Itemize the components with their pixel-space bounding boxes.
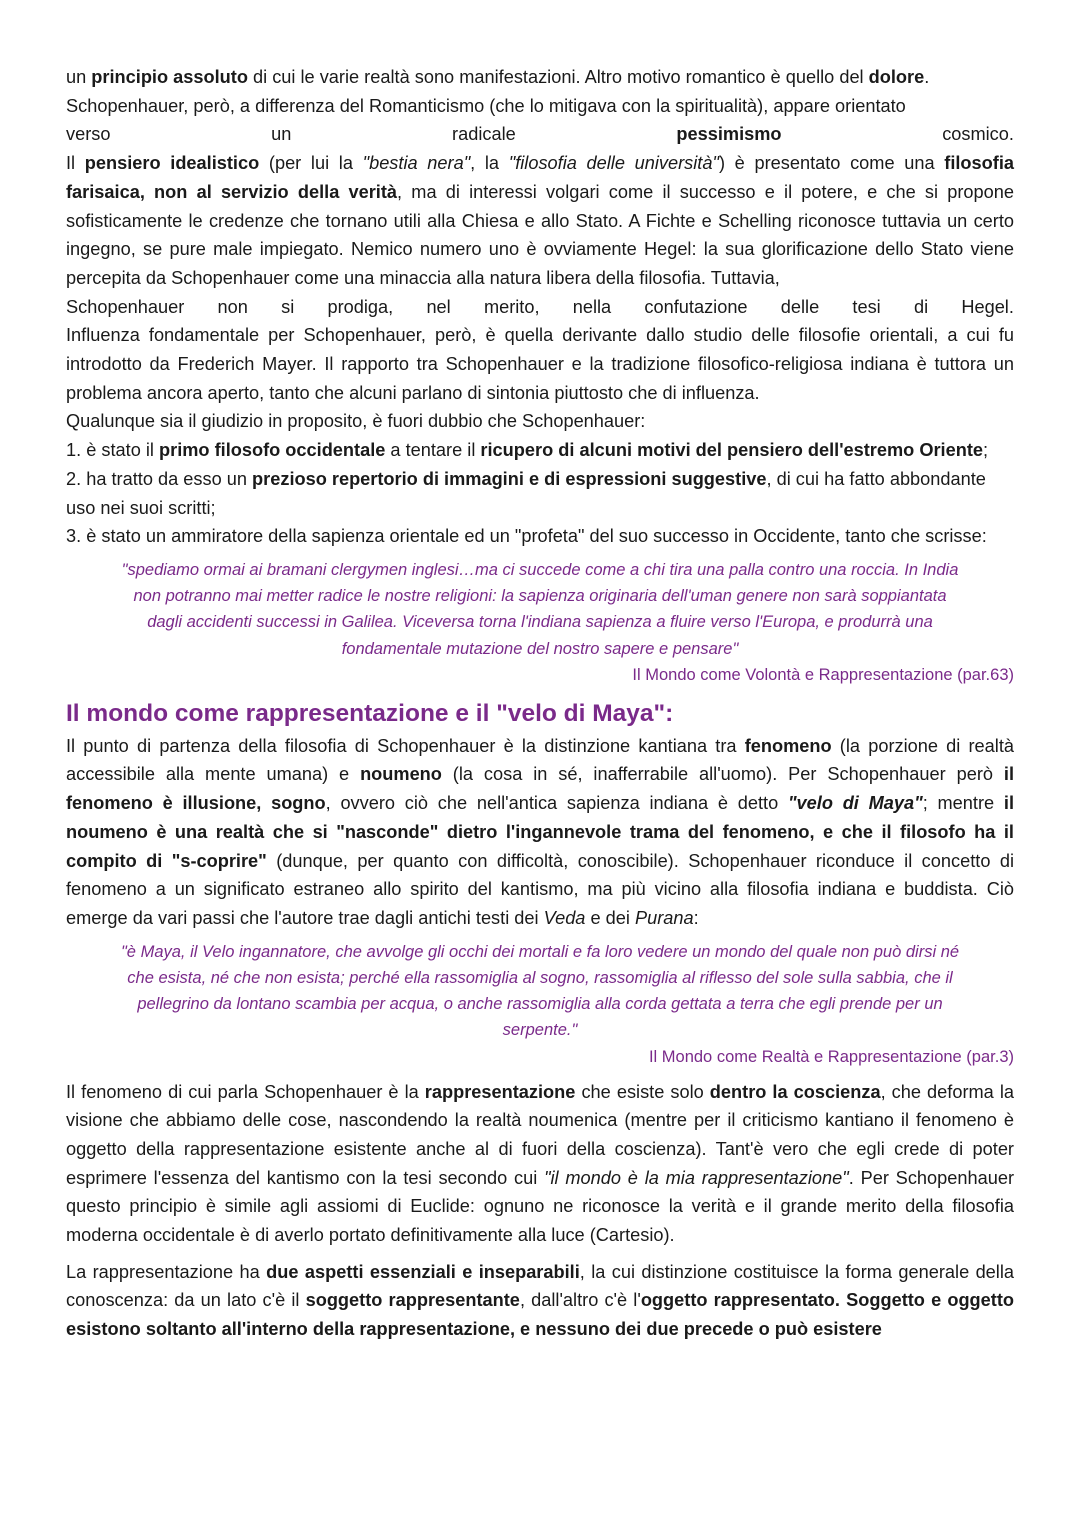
word: nella [572, 296, 612, 317]
bold-italic-text: "velo di Maya" [787, 793, 923, 814]
quote-maya [76, 939, 1004, 1044]
paragraph-subject-object [66, 1258, 1014, 1344]
quote-citation: Il Mondo come Volontà e Rappresentazione (par.63) [632, 665, 1014, 684]
paragraph-phenomenon [66, 732, 1014, 933]
bold-text: due aspetti essenziali e inseparabili [266, 1261, 580, 1282]
text: e dei [585, 907, 635, 928]
text: a tentare il [385, 440, 481, 461]
text: La rappresentazione ha [66, 1261, 267, 1282]
text: , ma di interessi volgari come il successo e il potere, e che si propone sofisticamente le credenze che tornano utili alla Chiesa e allo Stato. A Fichte e Schelling riconosce tuttavia un certo ingegno, se pure male impiegato. Nemico numero uno è ovviamente Hegel: la sua glorificazione dello Stato viene percepita da Schopenhauer come una minaccia alla natura libera della filosofia. Tuttavia, [66, 181, 1015, 288]
word: si [281, 296, 295, 317]
quote-line: che esista, né che non esista; perché ella rassomiglia al sogno, rassomiglia al riflesso del sole sulla sabbia, che il [127, 968, 953, 987]
word: tesi [852, 296, 881, 317]
paragraph-oriental-influence [66, 321, 1014, 407]
text: ; mentre [922, 793, 1004, 814]
text: Il punto di partenza della filosofia di Schopenhauer è la distinzione kantiana tra [66, 735, 745, 756]
word: radicale [452, 124, 516, 145]
list-intro: Qualunque sia il giudizio in proposito, è fuori dubbio che Schopenhauer: [66, 411, 646, 432]
text: : [693, 907, 699, 928]
quote-bramani [76, 557, 1004, 662]
italic-text: "filosofia delle università" [508, 153, 719, 174]
bold-text: ricupero di alcuni motivi del pensiero dell'estremo Oriente [480, 440, 984, 461]
text: un [66, 67, 92, 87]
word: cosmico. [942, 124, 1014, 145]
list-item-2 [66, 465, 1014, 522]
word: Hegel. [961, 296, 1014, 317]
text: , che deforma la visione che abbiamo delle cose, nascondendo la realtà noumenica (mentre per il criticismo kantiano il fenomeno è oggetto della rappresentazione esistente anche al di fuori della coscienza). Tant'è vero che egli crede di poter esprimere l'essenza del kantismo con la tesi secondo cui [66, 1081, 1014, 1188]
bold-text: dentro la coscienza [709, 1081, 881, 1102]
word: verso [66, 124, 111, 145]
bold-text: pensiero idealistico [84, 153, 260, 174]
italic-text: "bestia nera" [362, 153, 471, 174]
text: (per lui la [259, 153, 363, 174]
list-item-3: 3. è stato un ammiratore della sapienza orientale ed un "profeta" del suo successo in Occidente, tanto che scrisse: [66, 526, 987, 547]
italic-text: Veda [543, 907, 586, 928]
bold-word: pessimismo [676, 124, 782, 145]
word: non [217, 296, 248, 317]
word: delle [780, 296, 820, 317]
quote-line: dagli accidenti successi in Galilea. Viceversa torna l'indiana sapienza a fluire verso l'Europa, e produrrà una [147, 613, 933, 632]
text: che esiste solo [575, 1081, 710, 1102]
italic-text: Purana [634, 907, 694, 928]
text: , dall'altro c'è l' [519, 1290, 641, 1311]
bold-text: principio assoluto [91, 67, 248, 87]
paragraph-representation [66, 1078, 1014, 1250]
text: 1. è stato il [66, 440, 160, 461]
text: . [924, 67, 930, 87]
text: Il fenomeno di cui parla Schopenhauer è la [66, 1081, 425, 1102]
bold-text: oggetto rappresentato. Soggetto e oggetto esistono soltanto all'interno della rappresentazione, e nessuno dei due precede o può esistere [66, 1290, 1015, 1340]
paragraph-idealism [66, 149, 1014, 293]
quote-line: pellegrino da lontano scambia per acqua, o anche rassomiglia alla corda gettata a terra che egli prende per un [137, 995, 943, 1014]
text: Schopenhauer, però, a differenza del Romanticismo (che lo mitigava con la spiritualità), appare orientato [66, 95, 906, 116]
bold-text: primo filosofo occidentale [159, 440, 386, 461]
word: nel [426, 296, 451, 317]
text: di cui le varie realtà sono manifestazioni. Altro motivo romantico è quello del [247, 67, 869, 87]
section-heading: Il mondo come rappresentazione e il "velo di Maya": [66, 699, 674, 727]
text: Influenza fondamentale per Schopenhauer, però, è quella derivante dallo studio delle filosofie orientali, a cui fu introdotto da Frederich Mayer. Il rapporto tra Schopenhauer e la tradizione filosofico-religiosa indiana è tuttora un problema ancora aperto, tanto che alcuni parlano di sintonia piuttosto che di influenza. [66, 325, 1014, 403]
text: Il [66, 153, 85, 174]
text: ; [983, 440, 989, 461]
bold-text: fenomeno [744, 735, 832, 756]
quote-line: serpente." [502, 1021, 578, 1040]
quote-line: "spediamo ormai ai bramani clergymen inglesi…ma ci succede come a chi tira una palla contro una roccia. In India [121, 560, 959, 579]
word: merito, [483, 296, 540, 317]
spread-line-pessimism [66, 120, 1014, 149]
text: , ovvero ciò che nell'antica sapienza indiana è detto [325, 793, 788, 814]
bold-text: prezioso repertorio di immagini e di espressioni suggestive [252, 468, 767, 489]
word: Schopenhauer [66, 296, 185, 317]
bold-text: filosofia farisaica, non al servizio della verità [66, 153, 1014, 202]
quote-line: fondamentale mutazione del nostro sapere e pensare" [341, 639, 739, 658]
bold-text: soggetto rappresentante [305, 1290, 520, 1311]
text: (dunque, per quanto con difficoltà, conoscibile). Schopenhauer riconduce il concetto di fenomeno a un significato estraneo allo spirito del kantismo, ma più vicino alla filosofia indiana e buddista. Ciò emerge da vari passi che l'autore trae dagli antichi testi dei [66, 850, 1014, 928]
text: , la [470, 153, 509, 174]
italic-text: "il mondo è la mia rappresentazione" [544, 1167, 849, 1188]
text: , di cui ha fatto abbondante uso nei suoi scritti; [66, 468, 986, 518]
word: confutazione [644, 296, 748, 317]
bold-text: noumeno [360, 764, 442, 785]
quote-citation: Il Mondo come Realtà e Rappresentazione (par.3) [648, 1047, 1014, 1066]
text: (la cosa in sé, inafferrabile all'uomo). Per Schopenhauer però [441, 764, 1004, 785]
text: (la porzione di realtà accessibile alla mente umana) e [66, 735, 1014, 785]
paragraph-romanticism [66, 63, 1014, 120]
word: un [271, 124, 292, 145]
text: ) è presentato come una [718, 153, 945, 174]
quote-line: non potranno mai metter radice le nostre religioni: la sapienza originaria dell'uman genere non sarà soppiantata [133, 587, 947, 606]
word: di [913, 296, 929, 317]
spread-line-hegel [66, 293, 1014, 322]
text: . Per Schopenhauer questo principio è simile agli assiomi di Euclide: ognuno ne riconosce la verità e il grande merito della filosofia moderna occidentale è di averlo portato definitivamente alla luce (Cartesio). [66, 1167, 1015, 1246]
text: 2. ha tratto da esso un [66, 468, 253, 489]
bold-text: dolore [868, 67, 925, 87]
word: prodiga, [327, 296, 394, 317]
text: , la cui distinzione costituisce la forma generale della conoscenza: da un lato c'è il [66, 1261, 1014, 1311]
quote-line: "è Maya, il Velo ingannatore, che avvolge gli occhi dei mortali e fa loro vedere un mondo del quale non può dirsi né [120, 942, 960, 961]
bold-text: rappresentazione [424, 1081, 576, 1102]
bold-text: il noumeno è una realtà che si "nasconde" dietro l'ingannevole trama del fenomeno, e che il filosofo ha il compito di "s-coprire" [66, 793, 1014, 871]
bold-text: il fenomeno è illusione, sogno [66, 764, 1014, 814]
list-item-1 [66, 436, 1014, 465]
